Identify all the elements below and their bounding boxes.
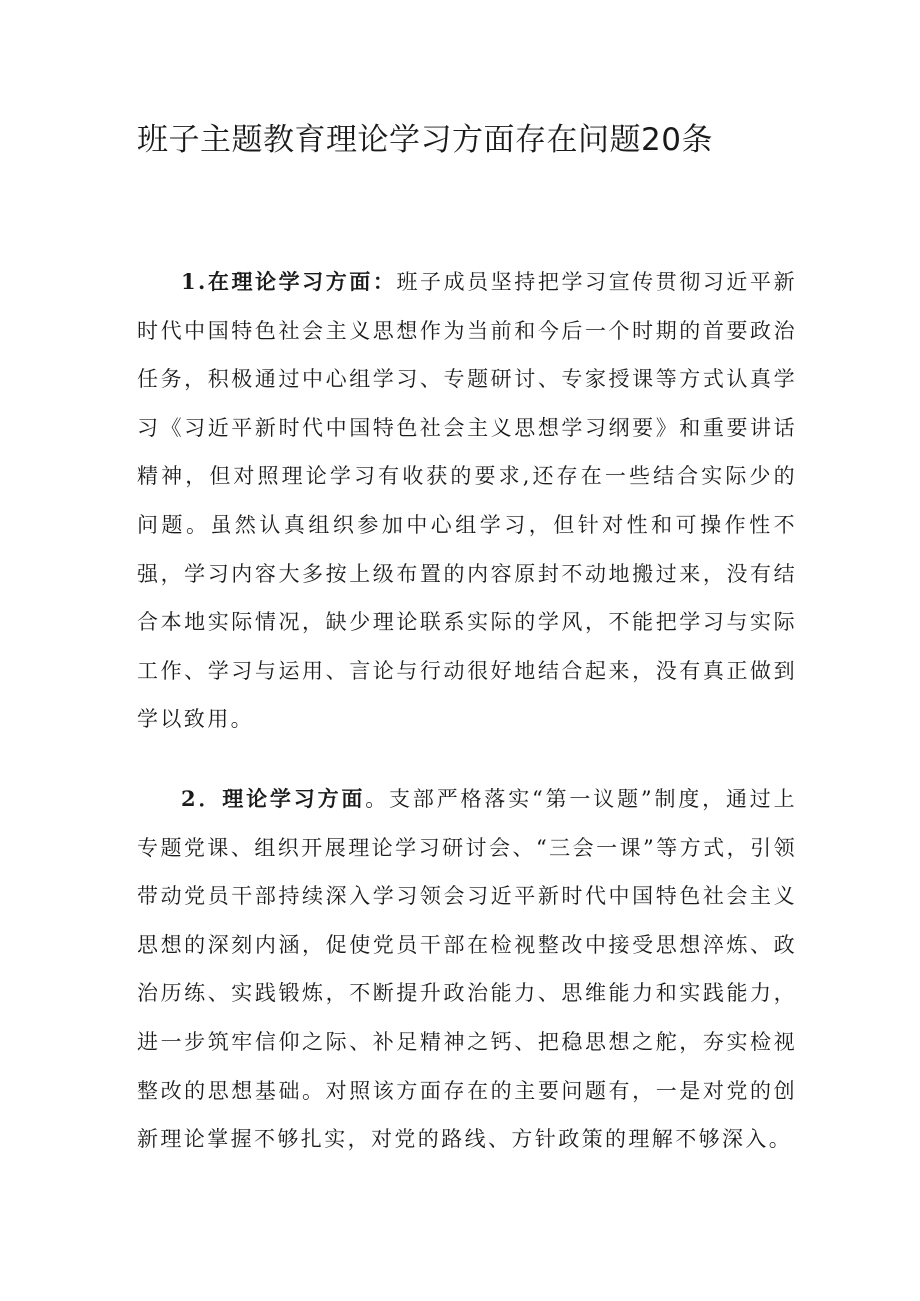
paragraph-1 <box>137 258 797 744</box>
paragraph-1-body: 班子成员坚持把学习宣传贯彻习近平新时代中国特色社会主义思想作为当前和今后一个时期的首要政治任务，积极通过中心组学习、专题研讨、专家授课等方式认真学习《习近平新时代中国特色社会主义思想学习纲要》和重要讲话精神，但对照理论学习有收获的要求,还存在一些结合实际少的问题。虽然认真组织参加中心组学习，但针对性和可操作性不强，学习内容大多按上级布置的内容原封不动地搬过来，没有结合本地实际情况，缺少理论联系实际的学风，不能把学习与实际工作、学习与运用、言论与行动很好地结合起来，没有真正做到学以致用。 <box>137 270 797 732</box>
document-title: 班子主题教育理论学习方面存在问题20条 <box>137 122 713 158</box>
paragraph-1-heading: 1.在理论学习方面： <box>181 269 397 294</box>
paragraph-2 <box>137 775 797 1164</box>
paragraph-2-body: 。支部严格落实“第一议题”制度，通过上专题党课、组织开展理论学习研讨会、“三会一课”等方式，引领带动党员干部持续深入学习领会习近平新时代中国特色社会主义思想的深刻内涵，促使党员干部在检视整改中接受思想淬炼、政治历练、实践锻炼，不断提升政治能力、思维能力和实践能力，进一步筑牢信仰之际、补足精神之钙、把稳思想之舵，夯实检视整改的思想基础。对照该方面存在的主要问题有，一是对党的创新理论掌握不够扎实，对党的路线、方针政策的理解不够深入。 <box>137 787 797 1152</box>
paragraph-2-heading: 2．理论学习方面 <box>181 786 366 811</box>
